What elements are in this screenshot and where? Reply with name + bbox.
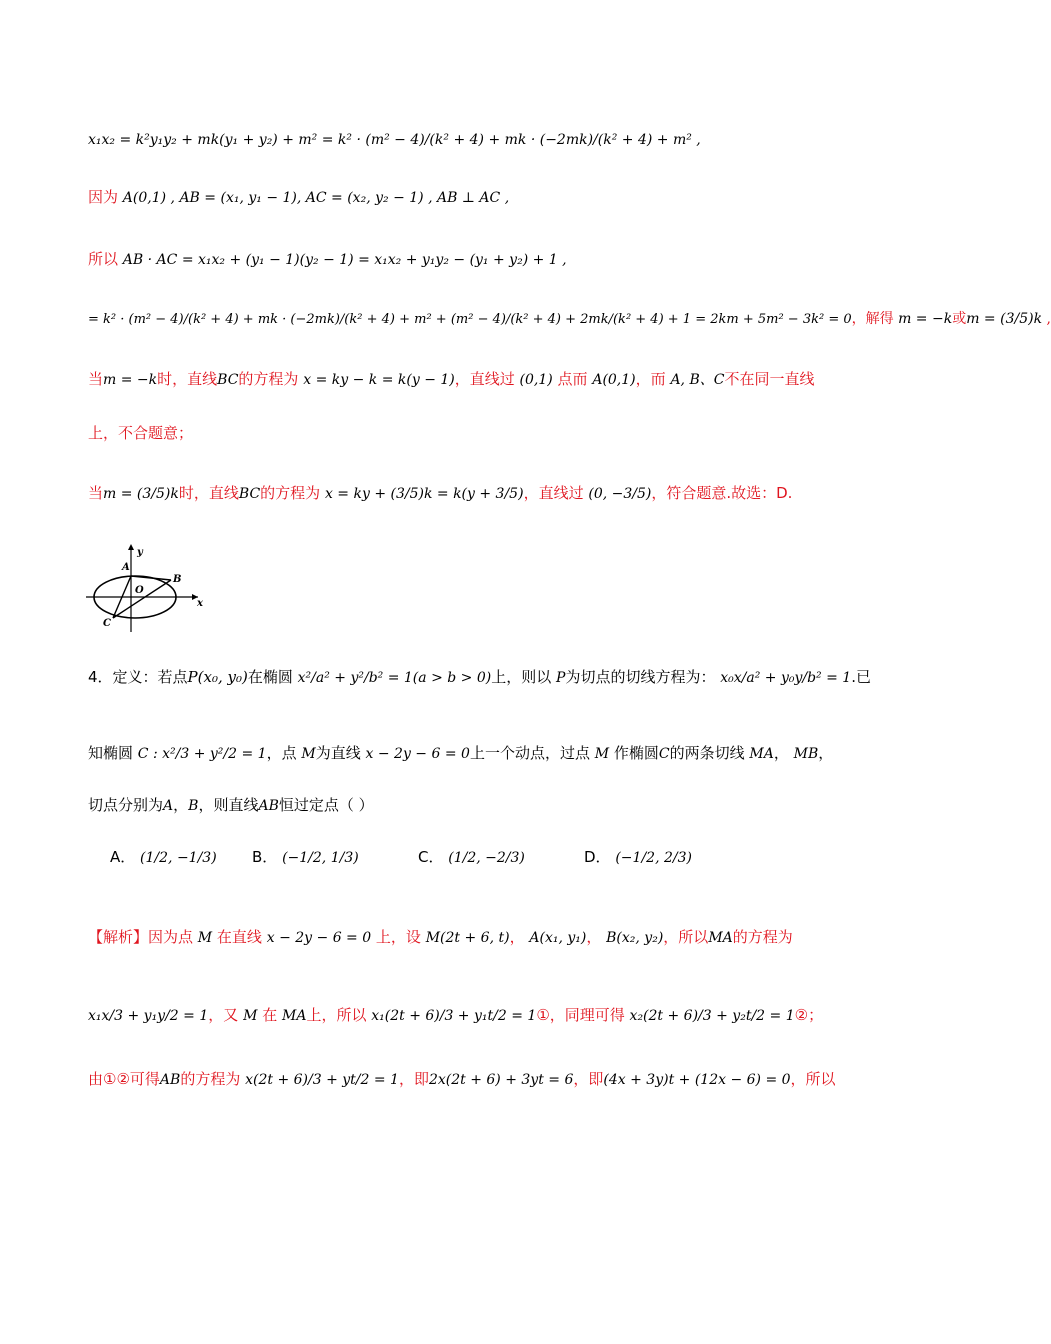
text-known-ellipse: 知椭圆 [88,744,134,762]
label-c: C [103,618,111,629]
ellipse-c: C [658,746,670,762]
q4-line-3 [88,794,374,817]
root-2: m = (3/5)k [966,311,1043,327]
solution-heading: 【解析】因为点 [88,928,194,946]
option-d[interactable] [584,846,692,869]
case2-condition: m = (3/5)k [103,486,179,502]
option-d-label: D． [584,848,611,866]
tangent-equation: x₀x/a² + y₀y/b² = 1 [720,670,852,686]
sol-text-also: ，又 [208,1006,239,1024]
text-point: ，点 [266,744,297,762]
sol-text-ie-2: ，即 [573,1070,604,1088]
text-on-ellipse: 在椭圆 [247,668,293,686]
ellipse-figure [86,542,212,632]
option-c-value: (1/2, −2/3) [448,850,525,866]
solution-line-2 [88,1004,823,1027]
case1-condition: m = −k [103,372,158,388]
text-comma-3: ， [173,796,189,814]
sol-text-therefore: ，所以 [790,1070,836,1088]
q4-line-1 [88,666,871,689]
option-c[interactable] [418,846,525,869]
text-answer-d: ，符合题意.故选：D. [651,484,793,502]
text-equation-is: 的方程为 [238,370,299,388]
text-solve: ，解得 [851,311,894,327]
text-two-tangents: 的两条切线 [669,744,745,762]
text-when: 当 [88,370,104,388]
sol-line-equation: x − 2y − 6 = 0 [266,930,372,946]
case2-line [88,482,792,505]
ellipse-c-equation: C : x²/3 + y²/2 = 1 [137,746,267,762]
point-a-label: A [163,798,174,814]
line-ab: AB [258,798,279,814]
text-line-2: 时，直线 [178,484,239,502]
text-comma: , [1042,311,1051,327]
sol-a-coords: A(x₁, y₁) [529,930,587,946]
point-b-label: B [188,798,199,814]
sol-text-similarly: ①，同理可得 [536,1006,625,1024]
text-for-line: 为直线 [315,744,361,762]
sol-ma-2: MA [281,1008,307,1024]
sol-text-ie-1: ，即 [398,1070,429,1088]
dot-product-line [88,248,567,271]
point-p-label: P [556,670,566,686]
sol-text-equation-is: 的方程为 [732,928,793,946]
sol-ab-grouped: (4x + 3y)t + (12x − 6) = 0 [603,1072,791,1088]
sol-ma-equation: x₁x/3 + y₁y/2 = 1 [88,1008,209,1024]
sol-ma: MA [708,930,733,946]
text-then-line: ，则直线 [198,796,259,814]
text-tangent-points: 切点分别为 [88,796,164,814]
text-or: 或 [952,311,967,327]
q4-definition-text: 4．定义：若点 [88,668,188,686]
case1-line [88,368,814,391]
sol-point-m-2: M [243,1008,258,1024]
text-point-and: 点而 [557,370,588,388]
sol-text-ab-equation: 的方程为 [180,1070,241,1088]
text-line: 时，直线 [157,370,218,388]
line-equation: x − 2y − 6 = 0 [365,746,470,762]
points-abc: A, B、C [670,372,725,388]
text-reject: 上，不合题意； [88,424,194,442]
solve-line [88,308,1051,331]
dot-product-formula: AB · AC = x₁x₂ + (y₁ − 1)(y₂ − 1) = x₁x₂ + y₁y₂ − (y₁ + y₂) + 1 , [122,252,567,268]
tangent-ma: MA [749,746,774,762]
option-b-label: B． [252,848,278,866]
option-b[interactable] [252,846,359,869]
label-y: y [137,547,143,558]
expansion-line [88,128,701,151]
text-passes: ，直线过 [454,370,515,388]
text-tangent-is: 为切点的切线方程为： [565,668,716,686]
text-given: .已 [851,668,871,686]
text-moving-point: 上一个动点，过点 [469,744,590,762]
q4-line-2 [88,742,833,765]
sol-m-coords: M(2t + 6, t) [425,930,510,946]
option-d-value: (−1/2, 2/3) [615,850,692,866]
point-a: A(0,1) [592,372,636,388]
sol-text-so: ，所以 [663,928,709,946]
text-passes-2: ，直线过 [523,484,584,502]
expansion-formula: x₁x₂ = k²y₁y₂ + mk(y₁ + y₂) + m² = k² · (m² − 4)/(k² + 4) + mk · (−2mk)/(k² + 4) + m² , [88,132,701,148]
text-fixed-point-question: 恒过定点（ ） [278,796,374,814]
segment-ab [131,576,171,580]
sol-point-m: M [197,930,213,946]
line-bc: BC [217,372,239,388]
sol-comma-1: ， [509,928,525,946]
line-bc-2: BC [238,486,261,502]
root-1: m = −k [898,311,953,327]
text-while: ，而 [635,370,666,388]
label-b: B [173,574,182,585]
text-draw-ellipse: 作椭圆 [613,744,659,762]
option-b-value: (−1/2, 1/3) [282,850,359,866]
sol-text-on: 在 [262,1006,278,1024]
y-axis-arrow [128,544,134,550]
sol-text-2: ②； [794,1006,824,1024]
text-because: 因为 [88,188,119,206]
sol-ab-expanded: 2x(2t + 6) + 3yt = 6 [428,1072,574,1088]
reject-line [88,422,193,444]
sol-b-coords: B(x₂, y₂) [606,930,664,946]
given-line [88,186,509,209]
ellipse-equation: x²/a² + y²/b² = 1(a > b > 0) [297,670,492,686]
sol-equation-1: x₁(2t + 6)/3 + y₁t/2 = 1 [371,1008,537,1024]
option-a[interactable] [110,846,217,869]
tangent-mb: MB [793,746,819,762]
label-a: A [122,562,130,573]
text-comma-2: ， [818,744,834,762]
solve-formula: = k² · (m² − 4)/(k² + 4) + mk · (−2mk)/(k² + 4) + m² + (m² − 4)/(k² + 4) + 2mk/(k² + 4) + 1 = 2km + 5m² − 3k² = 0 [88,312,852,327]
solution-line-3 [88,1068,836,1091]
option-a-value: (1/2, −1/3) [140,850,217,866]
sol-equation-2: x₂(2t + 6)/3 + y₂t/2 = 1 [629,1008,795,1024]
text-equation-is-2: 的方程为 [260,484,321,502]
option-c-label: C． [418,848,444,866]
case1-equation: x = ky − k = k(y − 1) [303,372,455,388]
point-m-2: M [594,746,610,762]
solution-line-1 [88,926,793,949]
sol-comma-2: ， [586,928,602,946]
text-not-collinear: 不在同一直线 [724,370,815,388]
sol-ab-equation: x(2t + 6)/3 + yt/2 = 1 [245,1072,399,1088]
sol-text-let: 上，设 [375,928,421,946]
text-then-with: 上，则以 [491,668,552,686]
point-m: M [301,746,316,762]
vectors-formula: A(0,1) , AB = (x₁, y₁ − 1), AC = (x₂, y₂ − 1) , AB ⊥ AC , [122,190,510,206]
sol-text-so-2: 上，所以 [306,1006,367,1024]
text-comma-1: ， [773,744,789,762]
label-o: O [135,585,144,596]
fixed-point: (0, −3/5) [588,486,652,502]
option-a-label: A． [110,848,136,866]
sol-text-from: 由①②可得 [88,1070,160,1088]
sol-text-on-line: 在直线 [216,928,262,946]
case2-equation: x = ky + (3/5)k = k(y + 3/5) [324,486,524,502]
point-p: P(x₀, y₀) [187,668,248,686]
sol-ab: AB [159,1072,181,1088]
text-when-2: 当 [88,484,104,502]
label-x: x [197,598,203,609]
text-therefore: 所以 [88,250,119,268]
point-01: (0,1) [519,372,553,388]
